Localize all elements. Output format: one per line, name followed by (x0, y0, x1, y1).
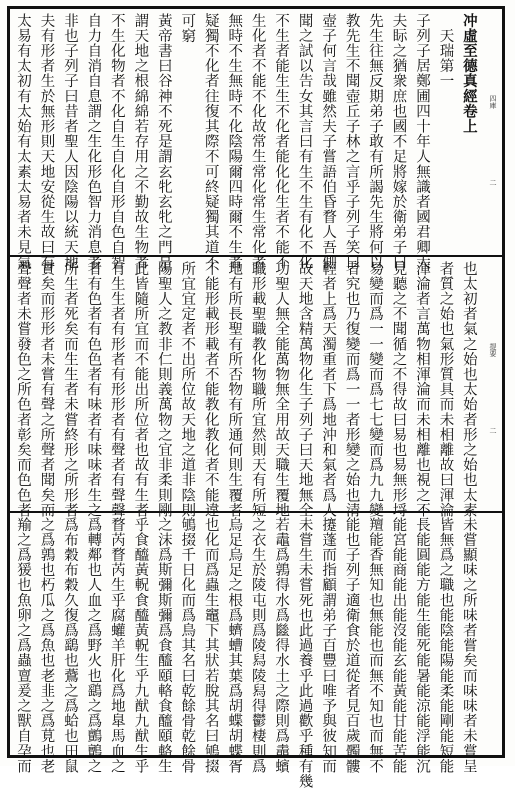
text-column: 聲聲者未嘗發色之所色者彰矣而色色者 (15, 261, 31, 518)
text-column: 壺子何言哉雖然夫子嘗語伯昏瞀人吾側 (320, 13, 337, 270)
text-column: 乎食醯黃軦食醯黃軦生乎九猷九猷生乎 (132, 517, 149, 774)
text-column: 也化而爲蟲生竈下其狀若脫其名曰鴝掇 (202, 517, 219, 774)
text-column: 此皆隨所宜而不能出所位者也故有生者 (132, 261, 149, 518)
chapter-title: 天瑞第一 (437, 13, 454, 89)
margin-mark: 四庫 (489, 95, 497, 109)
text-column: 渾淪者言萬物相渾淪而未相離也視之不 (413, 261, 430, 518)
text-column: 自力自消自息謂之生化形色智力消息者 (85, 13, 102, 270)
text-column: 子列子居鄭圃四十年人無識者國君卿大 (413, 13, 430, 270)
text-column: 不能形載形載者不能教化教化者不能違 (202, 261, 219, 518)
text-column: 地有所長聖有所否物有所通何則生覆者 (226, 261, 243, 518)
columns-bottom (12, 517, 477, 789)
text-column: 爲轉鄰也人血之爲野火也鷂之爲鸇鸇之 (85, 517, 102, 774)
text-column: 可窮 (179, 13, 196, 44)
margin-page-number: 二 (489, 179, 497, 186)
text-column: 夫有形者生於無形則天地安從生故曰有 (38, 13, 55, 270)
text-column: 者質之始也氣形質具而未相離故曰渾淪 (437, 261, 454, 518)
text-column: 不生者能生生不化者能化化生者不能不 (273, 13, 290, 270)
text-column: 皆無爲之職也能陰能陽能柔能剛能短能 (437, 517, 454, 774)
text-column: 先生往無反期弟子敢有所謁先生將何以 (367, 13, 384, 270)
text-column: 烏足烏足之根爲蠐螬其葉爲胡蝶胡蝶胥 (226, 517, 243, 774)
text-column: 能也子列子適衛食於道從者見百歲髑髏 (343, 517, 360, 774)
text-column: 羶能香無知也無能也而無不知也而無不 (367, 517, 384, 774)
text-column: 見聽之不聞循之不得故曰易也易無形埒 (390, 261, 407, 518)
text-column: 也太初者氣之始也太始者形之始也太素 (460, 261, 477, 518)
text-column: 者有色者有色色者有味者有味味者生之 (85, 261, 102, 518)
text-column: 疑獨不化者往復其際不可終疑獨其道不 (202, 13, 219, 270)
text-column: 易變而爲一一變而爲七七變而爲九九變 (367, 261, 384, 518)
text-column: 謂天地之根綿綿若存用之不勤故生物者 (132, 13, 149, 270)
text-column: 實矣而形形者未嘗有聲之所聲者聞矣而 (38, 261, 55, 518)
text-column: 之爲鶉也朽瓜之爲魚也老韭之爲莧也老 (38, 517, 55, 774)
text-column: 攓蓬而指顧謂弟子百豐曰唯予與彼知而 (320, 517, 337, 774)
text-column: 職形載聖職教化物職所宜然則天有所短 (249, 261, 266, 518)
text-column: 之沫爲斯彌斯彌爲食醯頤輅食醯頤輅生 (155, 517, 172, 774)
columns-top (12, 13, 478, 270)
text-column: 故天地含精萬物化生子列子曰天地無全 (296, 261, 313, 518)
text-column: 聞之試以告女其言曰有生不生有化不化 (296, 13, 313, 270)
text-column: 爲布穀布穀久復爲鷂也鷰之爲蛤也田鼠 (61, 517, 78, 774)
text-column: 瞀芮瞀芮生乎腐蠸羊肝化爲地臯馬血之 (108, 517, 125, 774)
text-column: 羭之爲猨也魚卵之爲蟲亶爰之獸自孕而 (15, 517, 31, 774)
text-band-top (10, 9, 502, 270)
text-column: 長能圓能方能生能死能暑能涼能浮能沉 (413, 517, 430, 774)
text-column: 生化者不能不化故常生常化常生常化者 (249, 13, 266, 270)
text-column: 功聖人無全能萬物無全用故天職生覆地 (273, 261, 290, 518)
text-column: 者究也乃復變而爲一一者形變之始也清 (343, 261, 360, 518)
text-column: 之衣生於陵屯則爲陵舄陵舄得鬱棲則爲 (249, 517, 266, 774)
text-column: 不生化物者不化自生自化自形自色自智 (108, 13, 125, 270)
text-column: 能宮能商能出能沒能玄能黃能甘能苦能 (390, 517, 407, 774)
text-column: 無時不生無時不化陰陽爾四時爾不生者 (226, 13, 243, 270)
book-title: 冲虛至德真經卷上 (460, 13, 478, 134)
text-column: 陽聖人之教非仁則義萬物之宜非柔則剛 (155, 261, 172, 518)
text-column: 教先生不聞壺丘子林之言乎子列子笑曰 (343, 13, 360, 270)
text-column: 輕者上爲天濁重者下爲地沖和氣者爲人 (320, 261, 337, 518)
text-column: 所宜宜定者不出所位故天地之道非陰則 (179, 261, 196, 518)
text-band-middle (10, 255, 502, 518)
text-column: 黃帝書曰谷神不死是謂玄牝玄牝之門是 (155, 13, 172, 270)
text-column: 夫眎之猶衆庶也國不足將嫁於衛弟子曰 (390, 13, 407, 270)
margin-mark: 提要 (489, 343, 497, 357)
text-column: 所生者死矣而生生者未嘗終形之所形者 (61, 261, 78, 518)
text-column: 非也子列子曰昔者聖人因陰陽以統天地 (61, 13, 78, 270)
text-column: 未嘗生未嘗死也此過養乎此過歡乎種有幾 (296, 517, 313, 789)
text-column: 有生生者有形者有形形者有聲者有聲聲 (108, 261, 125, 518)
text-column: 若鼃爲鶉得水爲㡭得水土之際則爲鼃蠙 (273, 517, 290, 774)
columns-middle (12, 261, 477, 518)
text-band-bottom (10, 511, 502, 789)
margin-page-number: 二 (489, 427, 497, 434)
text-column: 未嘗顯味之所味者嘗矣而味味者未嘗呈 (460, 517, 477, 774)
text-column: 鴝掇千日化而爲鳥其名曰乾餘骨乾餘骨 (179, 517, 196, 774)
text-column: 太易有太初有太始有太素太易者未見氣 (15, 13, 31, 270)
